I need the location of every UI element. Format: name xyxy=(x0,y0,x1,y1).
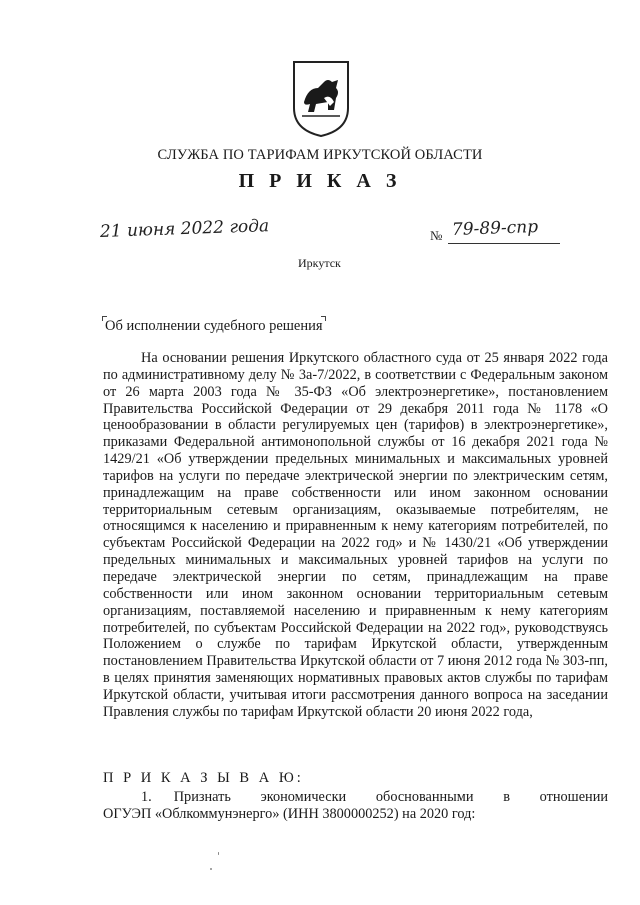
number-underline xyxy=(448,243,560,244)
item-text-line1: Признать экономически обоснованными в отношении xyxy=(173,789,608,805)
order-item-1 xyxy=(103,789,608,823)
item-first-line xyxy=(103,789,608,806)
preamble-block xyxy=(103,350,608,721)
handwritten-order-number: 79-89-спр xyxy=(451,217,539,240)
organization-name: СЛУЖБА ПО ТАРИФАМ ИРКУТСКОЙ ОБЛАСТИ xyxy=(157,147,483,163)
number-sign: № xyxy=(430,228,443,243)
scan-speck xyxy=(210,868,212,870)
subject-heading: Об исполнении судебного решения xyxy=(105,318,323,334)
city-name: Иркутск xyxy=(298,256,341,270)
coat-of-arms-icon xyxy=(290,58,352,140)
preamble-paragraph: На основании решения Иркутского областного суда от 25 января 2022 года по административному делу № 3а-7/2022, в соответствии с Федеральным законом от 26 марта 2003 года № 35-ФЗ «Об электроэнергетике», постановлением Правительства Российской Федерации от 29 декабря 2011 года № 1178 «О ценообразовании в области регулируемых цен (тарифов) в электроэнергетике», приказами Федеральной антимонопольной службы от 16 декабря 2021 года № 1429/21 «Об утверждении предельных минимальных и максимальных уровней тарифов на услуги по передаче электрической энергии по электрическим сетям, принадлежащим на праве собственности или ином законном основании территориальным сетевым организациям, оказываемые потребителям, не относящимся к населению и приравненным к нему категориям потребителей, по субъектам Российской Федерации на 2022 год» и № 1430/21 «Об утверждении предельных минимальных и максимальных уровней тарифов на услуги по передаче электрической энергии по сетям, принадлежащим на праве собственности или ином законном основании территориальным сетевым организациям, поставляемой населению и приравненным к нему категориям потребителей, по субъектам Российской Федерации на 2022 год», руководствуясь Положением о службе по тарифам Иркутской области, утвержденным постановлением Правительства Иркутской области от 7 июня 2012 года № 303-пп, в целях принятия заменяющих нормативных правовых актов службы по тарифам Иркутской области, учитывая итоги рассмотрения данного вопроса на заседании Правления службы по тарифам Иркутской области 20 июня 2022 года, xyxy=(103,350,608,720)
order-word: П Р И К А З Ы В А Ю: xyxy=(103,770,304,786)
item-text-line2: ОГУЭП «Облкоммунэнерго» (ИНН 3800000252) на 2020 год: xyxy=(103,805,476,822)
handwritten-date: 21 июня 2022 года xyxy=(99,216,270,242)
scan-speck xyxy=(218,852,219,855)
document-type-title: П Р И К А З xyxy=(238,170,402,192)
item-number: 1. xyxy=(141,789,152,805)
